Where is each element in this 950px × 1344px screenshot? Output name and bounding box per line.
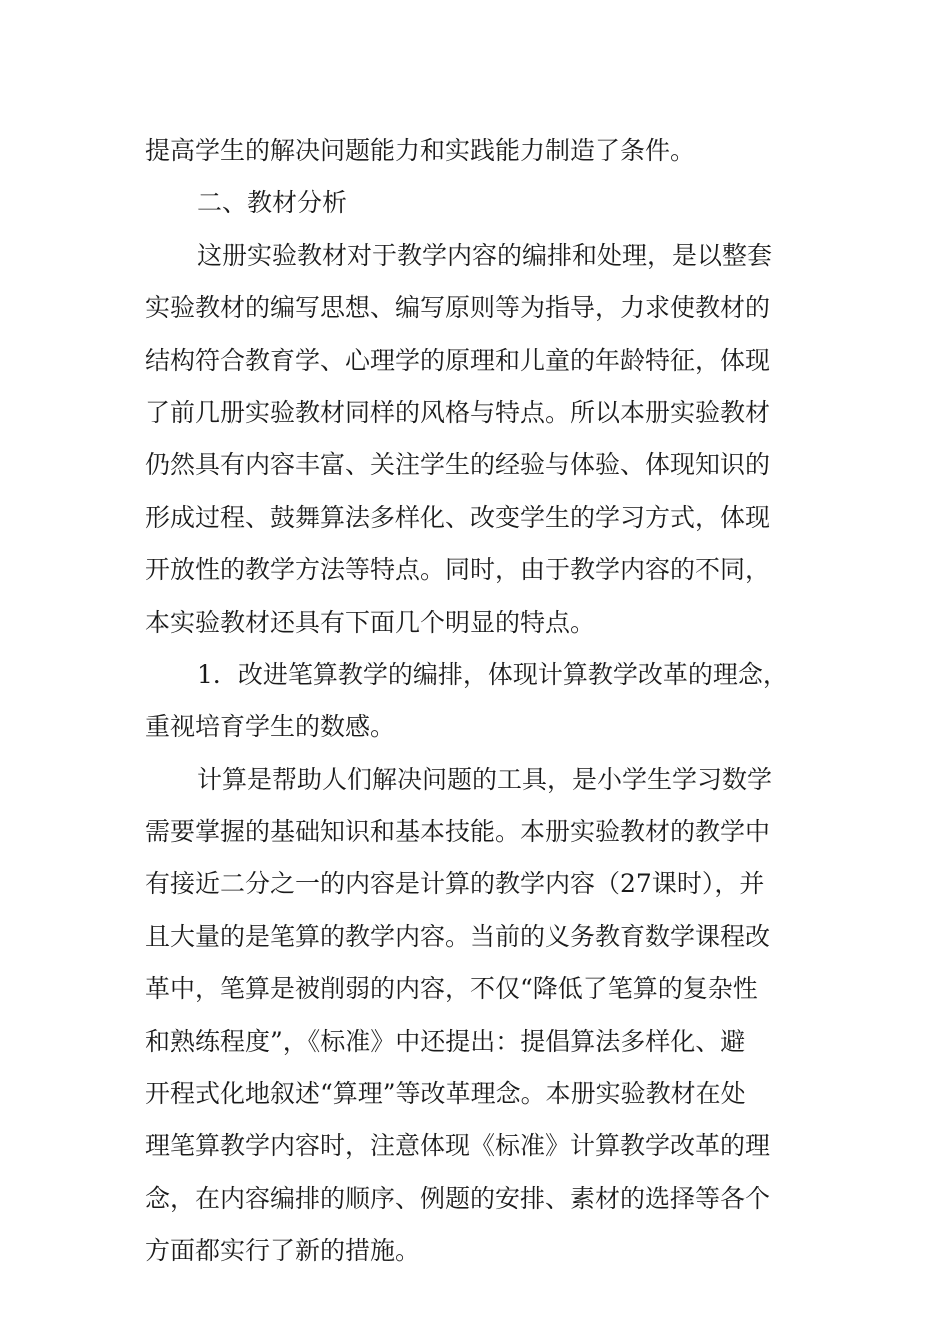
text-line: 且大量的是笔算的教学内容。当前的义务教育数学课程改 bbox=[145, 921, 771, 951]
text-line: 和熟练程度”，《标准》中还提出：提倡算法多样化、避 bbox=[145, 1026, 746, 1056]
text-line: 计算是帮助人们解决问题的工具，是小学生学习数学 bbox=[197, 764, 773, 794]
text-line: 结构符合教育学、心理学的原理和儿童的年龄特征，体现 bbox=[145, 345, 771, 375]
text-line: 这册实验教材对于教学内容的编排和处理，是以整套 bbox=[197, 240, 773, 270]
text-line: 形成过程、鼓舞算法多样化、改变学生的学习方式，体现 bbox=[145, 502, 771, 532]
text-line: 开放性的教学方法等特点。同时，由于教学内容的不同， bbox=[145, 555, 771, 585]
text-line: 仍然具有内容丰富、关注学生的经验与体验、体现知识的 bbox=[145, 450, 771, 480]
text-line: 念，在内容编排的顺序、例题的安排、素材的选择等各个 bbox=[145, 1183, 771, 1213]
text-line: 本实验教材还具有下面几个明显的特点。 bbox=[145, 607, 596, 637]
text-line: 革中，笔算是被削弱的内容，不仅“降低了笔算的复杂性 bbox=[145, 974, 758, 1004]
text-line: 需要掌握的基础知识和基本技能。本册实验教材的教学中 bbox=[145, 817, 771, 847]
text-line: 方面都实行了新的措施。 bbox=[145, 1236, 421, 1266]
text-line: 有接近二分之一的内容是计算的教学内容（27课时），并 bbox=[145, 869, 765, 899]
text-line: 理笔算教学内容时，注意体现《标准》计算教学改革的理 bbox=[145, 1131, 771, 1161]
body-text bbox=[145, 125, 807, 1278]
text-line: 实验教材的编写思想、编写原则等为指导，力求使教材的 bbox=[145, 293, 771, 323]
text-line: 开程式化地叙述“算理”等改革理念。本册实验教材在处 bbox=[145, 1079, 746, 1109]
numbered-heading: 1．改进笔算教学的编排，体现计算教学改革的理念， bbox=[197, 659, 788, 689]
text-line: 提高学生的解决问题能力和实践能力制造了条件。 bbox=[145, 136, 696, 165]
text-line: 重视培育学生的数感。 bbox=[145, 712, 396, 742]
section-heading: 二、教材分析 bbox=[197, 188, 348, 218]
text-line: 了前几册实验教材同样的风格与特点。所以本册实验教材 bbox=[145, 397, 771, 427]
